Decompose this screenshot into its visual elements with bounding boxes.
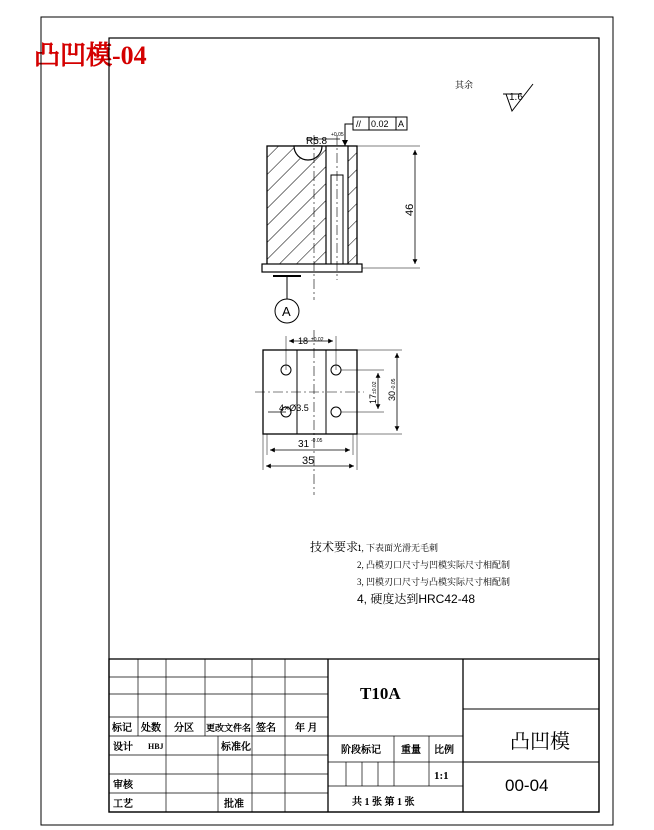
col-nianyue: 年 月 xyxy=(295,723,318,734)
row-shenhe: 审核 xyxy=(113,780,133,791)
radius-label: R5.8 xyxy=(306,136,328,147)
dimension-18-tolerance: ±0.02 xyxy=(311,337,324,343)
row-gongyi: 工艺 xyxy=(113,799,133,810)
radius-tolerance: +0.05 xyxy=(331,132,344,138)
part-name: 凸凹模 xyxy=(510,731,570,753)
scale-value: 1:1 xyxy=(434,770,449,782)
dimension-31-tolerance: -0.05 xyxy=(311,438,323,444)
tolerance-datum: A xyxy=(398,119,405,129)
dimension-17-tolerance: ±0.02 xyxy=(372,381,378,394)
dimension-30: 30 xyxy=(387,390,397,401)
col-jieduan: 阶段标记 xyxy=(341,745,381,756)
dimension-35: 35 xyxy=(302,455,315,467)
holes-label: 4×Ø3.5 xyxy=(279,403,309,413)
col-zhongliang: 重量 xyxy=(401,745,421,756)
tech-note-2: 2, 凸模刃口尺寸与凹模实际尺寸相配制 xyxy=(357,560,511,570)
tolerance-value: 0.02 xyxy=(371,119,389,129)
tech-note-3: 3, 凹模刃口尺寸与凸模实际尺寸相配制 xyxy=(357,577,511,587)
parallelism-symbol: // xyxy=(356,119,362,129)
sheet-info: 共 1 张 第 1 张 xyxy=(352,797,415,808)
front-view xyxy=(262,132,420,323)
tech-notes-heading: 技术要求: xyxy=(310,540,362,554)
col-bili: 比例 xyxy=(434,745,454,756)
designer-name: HBJ xyxy=(148,742,164,751)
row-sheji: 设计 xyxy=(113,742,133,753)
surface-finish-remark: 其余 xyxy=(455,80,474,90)
col-fenqu: 分区 xyxy=(174,723,194,734)
tolerance-frame xyxy=(345,117,407,146)
tech-note-4: 4, 硬度达到HRC42-48 xyxy=(357,592,476,606)
material-label: T10A xyxy=(360,684,401,703)
surface-finish-value: 1.6 xyxy=(509,92,523,103)
datum-a-label: A xyxy=(282,304,291,319)
col-biaoji: 标记 xyxy=(112,723,132,734)
drawing-title: 凸凹模-04 xyxy=(34,41,147,70)
row-pizhun: 批准 xyxy=(224,799,244,810)
col-qianming: 签名 xyxy=(256,723,276,734)
dimension-30-tolerance: -0.05 xyxy=(391,378,397,390)
dimension-17: 17 xyxy=(368,393,378,404)
height-dimension: 46 xyxy=(404,203,416,216)
col-chushu: 处数 xyxy=(141,723,161,734)
dimension-18: 18 xyxy=(298,336,309,346)
row-biaozhunhua: 标准化 xyxy=(221,742,251,753)
col-wenjian: 更改文件名 xyxy=(206,723,252,733)
dimension-31: 31 xyxy=(298,439,310,450)
technical-notes xyxy=(310,539,510,606)
title-block-text xyxy=(111,684,570,810)
top-view xyxy=(255,330,402,495)
surface-finish-symbol xyxy=(455,79,533,111)
drawing-number: 00-04 xyxy=(505,776,549,795)
tech-note-1: 1, 下表面光滑无毛刺 xyxy=(357,543,439,553)
